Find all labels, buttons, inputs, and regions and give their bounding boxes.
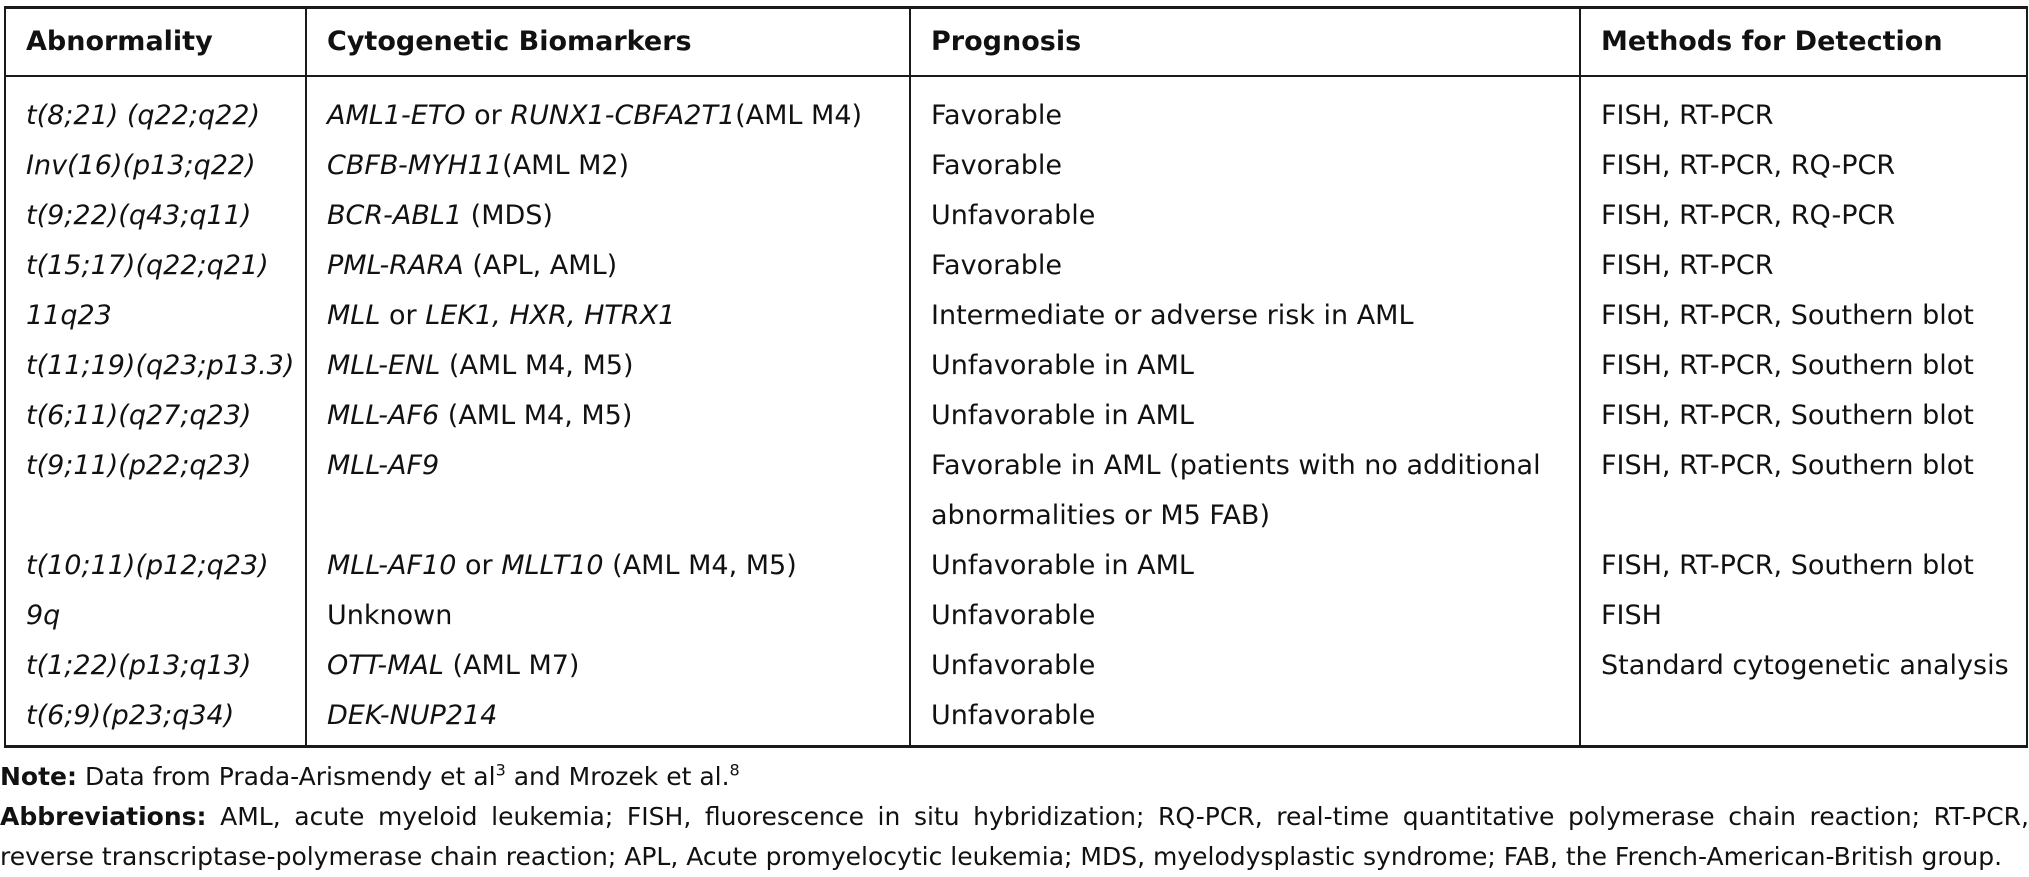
biomarker-gene-1: AML1-ETO [327,100,466,131]
cell-biomarkers [306,191,910,241]
cell-biomarkers [306,691,910,747]
biomarker-note-1: (AML M4, M5) [440,350,634,381]
biomarker-note-1: (MDS) [462,200,553,231]
cell-prognosis: Favorable [910,241,1580,291]
cell-prognosis: Unfavorable in AML [910,341,1580,391]
biomarker-note-1: or [380,300,426,331]
cytogenetic-table [4,6,2028,748]
header-cytogenetic-biomarkers: Cytogenetic Biomarkers [306,8,910,77]
cell-prognosis: Unfavorable in AML [910,541,1580,591]
biomarker-note-1: (APL, AML) [463,250,618,281]
note-text-a: Data from Prada-Arismendy et al [77,762,496,791]
cell-abnormality [5,291,306,341]
note-line [0,757,2029,797]
abnormality-text: t(8;21) (q22;q22) [26,100,261,131]
cell-prognosis: Favorable [910,141,1580,191]
header-abnormality: Abnormality [5,8,306,77]
table-body [5,76,2027,747]
abbreviations-label: Abbreviations: [0,802,207,831]
cell-biomarkers [306,76,910,141]
biomarker-note-1: (AML M2) [502,150,630,181]
cell-biomarkers [306,391,910,441]
cell-prognosis: Unfavorable [910,691,1580,747]
biomarker-gene-1: MLL-ENL [327,350,441,381]
cell-abnormality [5,591,306,641]
cell-biomarkers [306,591,910,641]
note-ref-b: 8 [729,760,740,780]
cell-methods: FISH, RT-PCR, RQ-PCR [1580,191,2027,241]
cell-biomarkers [306,241,910,291]
cell-abnormality [5,341,306,391]
cell-prognosis: Unfavorable [910,641,1580,691]
biomarker-gene-2: LEK1, HXR, HTRX1 [425,300,676,331]
abnormality-text: t(9;22)(q43;q11) [26,200,252,231]
abbreviations-line [0,797,2029,877]
table-row [5,291,2027,341]
note-text-b: and Mrozek et al. [505,762,730,791]
abbreviations-text: AML, acute myeloid leukemia; FISH, fluorescence in situ hybridization; RQ-PCR, real-time quantitative polymerase chain reaction; RT-PCR, reverse transcriptase-polymerase chain reaction; APL, Acute promyelocytic leukemia; MDS, myelodysplastic syndrome; FAB, the French-American-British group. [0,802,2029,871]
biomarker-gene-1: MLL-AF6 [327,400,440,431]
table-header-row [5,8,2027,77]
abnormality-text: t(9;11)(p22;q23) [26,450,252,481]
table-footnotes [0,757,2029,877]
cell-prognosis: Unfavorable [910,191,1580,241]
cell-abnormality [5,691,306,747]
data-table-container [4,6,2026,748]
cell-abnormality [5,641,306,691]
cell-methods: FISH, RT-PCR, Southern blot [1580,391,2027,441]
cell-methods: FISH, RT-PCR [1580,76,2027,141]
cell-abnormality [5,141,306,191]
table-row [5,191,2027,241]
biomarker-gene-2: RUNX1-CBFA2T1 [510,100,736,131]
table-row [5,241,2027,291]
abnormality-text: t(6;9)(p23;q34) [26,700,235,731]
cell-methods [1580,691,2027,747]
abnormality-text: t(1;22)(p13;q13) [26,650,252,681]
table-row [5,391,2027,441]
biomarker-gene-1: DEK-NUP214 [327,700,498,731]
biomarker-note-1: (AML M7) [443,650,580,681]
cell-biomarkers [306,641,910,691]
cell-methods: FISH, RT-PCR, Southern blot [1580,541,2027,591]
biomarker-gene-1: CBFB-MYH11 [327,150,503,181]
cell-methods: FISH, RT-PCR [1580,241,2027,291]
biomarker-gene-1: MLL [327,300,381,331]
cell-methods: FISH, RT-PCR, Southern blot [1580,341,2027,391]
cell-abnormality [5,441,306,541]
abnormality-text: t(11;19)(q23;p13.3) [26,350,295,381]
abnormality-text: t(15;17)(q22;q21) [26,250,269,281]
cell-prognosis: Unfavorable in AML [910,391,1580,441]
biomarker-gene-1: OTT-MAL [327,650,444,681]
biomarker-note-1: (AML M4, M5) [439,400,633,431]
note-ref-a: 3 [495,760,506,780]
cell-methods: FISH, RT-PCR, Southern blot [1580,291,2027,341]
table-row [5,76,2027,141]
table-row [5,441,2027,541]
cell-biomarkers [306,291,910,341]
note-label: Note: [0,762,78,791]
abnormality-text: t(10;11)(p12;q23) [26,550,269,581]
cell-abnormality [5,191,306,241]
biomarker-note-1: Unknown [327,600,453,631]
header-methods-for-detection: Methods for Detection [1580,8,2027,77]
table-row [5,691,2027,747]
biomarker-gene-1: PML-RARA [327,250,464,281]
cell-methods: FISH [1580,591,2027,641]
table-row [5,541,2027,591]
abnormality-text: 9q [26,600,61,631]
cell-methods: FISH, RT-PCR, RQ-PCR [1580,141,2027,191]
abnormality-text: 11q23 [26,300,112,331]
biomarker-note-2: (AML M4, M5) [603,550,797,581]
cell-biomarkers [306,541,910,591]
cell-abnormality [5,76,306,141]
cell-abnormality [5,391,306,441]
biomarker-note-2: (AML M4) [735,100,863,131]
biomarker-gene-2: MLLT10 [501,550,604,581]
cell-methods: FISH, RT-PCR, Southern blot [1580,441,2027,541]
biomarker-note-1: or [465,100,511,131]
cell-biomarkers [306,141,910,191]
cell-abnormality [5,541,306,591]
cell-abnormality [5,241,306,291]
cell-prognosis: Intermediate or adverse risk in AML [910,291,1580,341]
table-row [5,341,2027,391]
abnormality-text: Inv(16)(p13;q22) [26,150,256,181]
cell-biomarkers [306,341,910,391]
abnormality-text: t(6;11)(q27;q23) [26,400,252,431]
cell-prognosis: Favorable in AML (patients with no additional abnormalities or M5 FAB) [910,441,1580,541]
biomarker-gene-1: MLL-AF9 [327,450,440,481]
table-row [5,141,2027,191]
cell-biomarkers [306,441,910,541]
biomarker-gene-1: MLL-AF10 [327,550,457,581]
biomarker-gene-1: BCR-ABL1 [327,200,463,231]
biomarker-note-1: or [456,550,502,581]
cell-prognosis: Unfavorable [910,591,1580,641]
table-row [5,641,2027,691]
header-prognosis: Prognosis [910,8,1580,77]
cell-methods: Standard cytogenetic analysis [1580,641,2027,691]
cell-prognosis: Favorable [910,76,1580,141]
table-row [5,591,2027,641]
